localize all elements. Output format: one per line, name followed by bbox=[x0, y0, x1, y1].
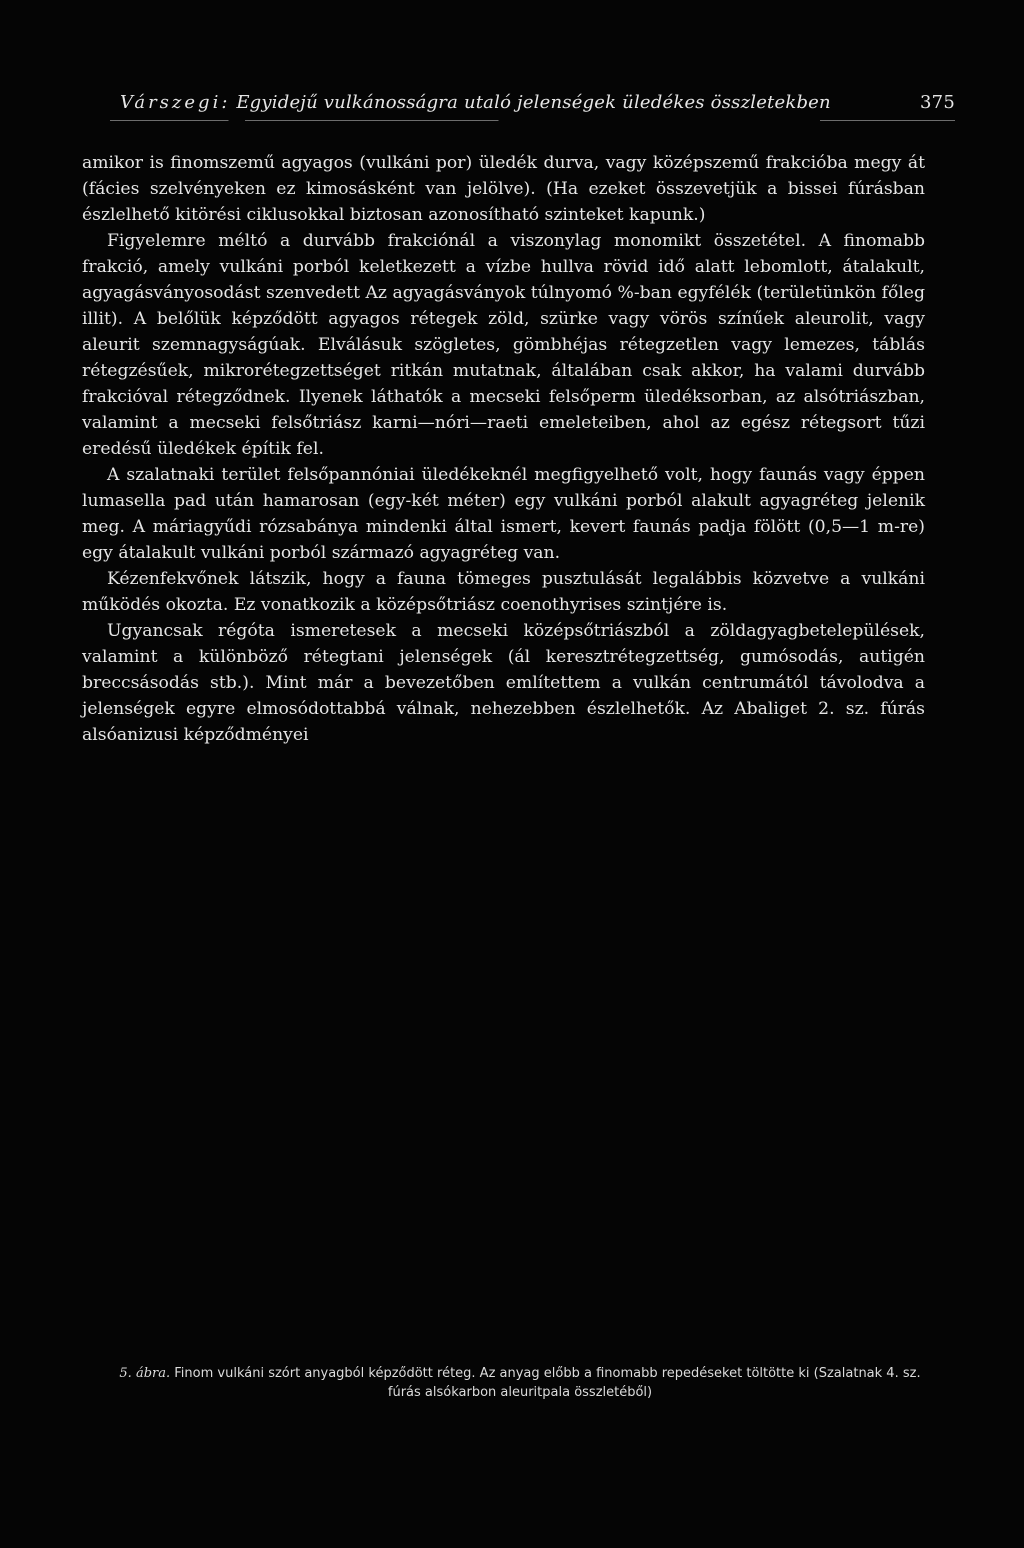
header-rule bbox=[110, 120, 955, 121]
running-header bbox=[110, 88, 955, 118]
header-title: Egyidejű vulkánosságra utaló jelenségek üledékes összletekben bbox=[236, 92, 831, 113]
figure-caption bbox=[110, 1364, 930, 1402]
paragraph-continuation: amikor is finomszemű agyagos (vulkáni por) üledék durva, vagy középszemű frakcióba megy át (fácies szelvényeken ez kimosásként van jelölve). (Ha ezeket összevetjük a bissei fúrásban észlelhető kitörési ciklusokkal biztosan azonosítható szinteket kapunk.) bbox=[82, 153, 925, 225]
header-author: Várszegi: bbox=[120, 92, 231, 113]
paragraph: Figyelemre méltó a durvább frakciónál a viszonylag monomikt összetétel. A finomabb frakció, amely vulkáni porból keletkezett a vízbe hullva rövid idő alatt lebomlott, átalakult, agyagásványosodást szenvedett Az agyagásványok túlnyomó %-ban egyfélék (területünkön főleg illit). A belőlük képződött agyagos rétegek zöld, szürke vagy vörös színűek aleurolit, vagy aleurit szemnagyságúak. Elválásuk szögletes, gömbhéjas rétegzetlen vagy lemezes, táblás rétegzésűek, mikrorétegzettséget ritkán mutatnak, általában csak akkor, ha valami durvább frakcióval rétegződnek. Ilyenek láthatók a mecseki felsőperm üledéksorban, az alsótriászban, valamint a mecseki felsőtriász karni—nóri—raeti emeleteiben, ahol az egész rétegsort tűzi eredésű üledékek építik fel. bbox=[82, 231, 925, 459]
figure-caption-text: Finom vulkáni szórt anyagból képződött réteg. Az anyag előbb a finomabb repedéseket töltötte ki (Szalatnak 4. sz. fúrás alsókarbon aleuritpala összletéből) bbox=[174, 1366, 921, 1400]
paragraph: A szalatnaki terület felsőpannóniai üledékeknél megfigyelhető volt, hogy faunás vagy éppen lumasella pad után hamarosan (egy-két méter) egy vulkáni porból alakult agyagréteg jelenik meg. A máriagyűdi rózsabánya mindenki által ismert, kevert faunás padja fölött (0,5—1 m-re) egy átalakult vulkáni porból származó agyagréteg van. bbox=[82, 465, 925, 563]
paragraph: Kézenfekvőnek látszik, hogy a fauna tömeges pusztulását legalábbis közvetve a vulkáni működés okozta. Ez vonatkozik a középsőtriász coenothyrises szintjére is. bbox=[82, 569, 925, 615]
header-title-line bbox=[120, 92, 831, 113]
page-number: 375 bbox=[920, 92, 955, 113]
paragraph: Ugyancsak régóta ismeretesek a mecseki középsőtriászból a zöldagyagbetelepülések, valamint a különböző rétegtani jelenségek (ál keresztrétegzettség, gumósodás, autigén breccsásodás stb.). Mint már a bevezetőben említettem a vulkán centrumától távolodva a jelenségek egyre elmosódottabbá válnak, nehezebben észlelhetők. Az Abaliget 2. sz. fúrás alsóanizusi képződményei bbox=[82, 621, 925, 745]
figure-label: 5. ábra. bbox=[119, 1366, 171, 1381]
body-text bbox=[82, 150, 925, 748]
